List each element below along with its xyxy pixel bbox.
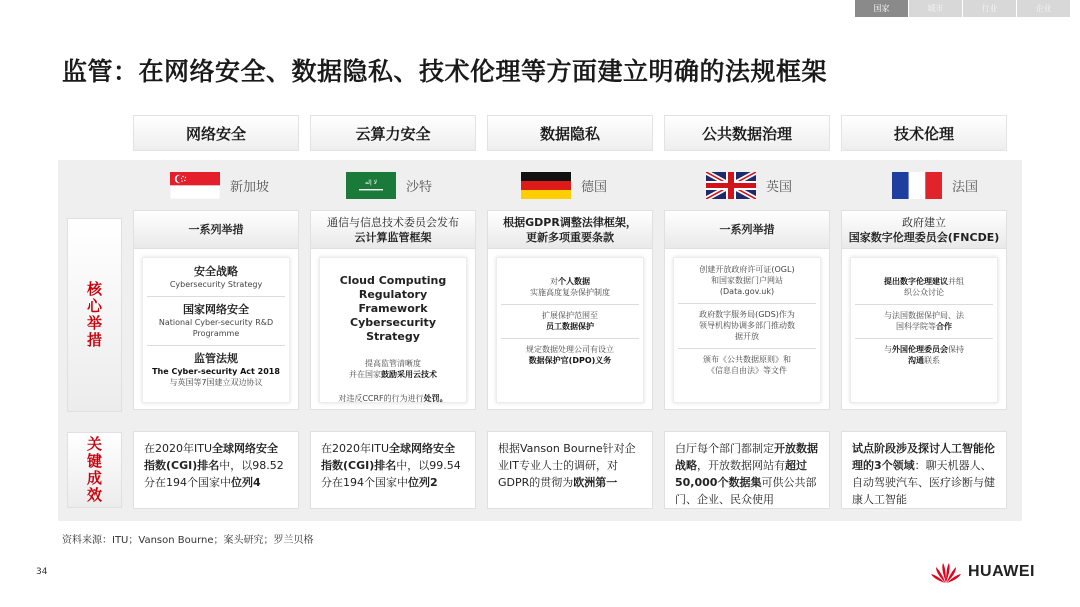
measures-card-saudi [310,210,476,410]
card-header: 通信与信息技术委员会发布 云计算监管框架 [311,211,475,249]
measures-card-france [841,210,1007,410]
card-header: 一系列举措 [134,211,298,249]
measures-card-uk [664,210,830,410]
uk-flag-icon [706,172,756,199]
side-label-core-measures [67,218,122,412]
country-name: 英国 [766,179,793,195]
side-label-text: 核心举措 [85,281,103,349]
measure-dpo: 规定数据处理公司有设立 数据保护官(DPO)义务 [501,338,639,366]
country-name: 德国 [581,179,608,195]
page-number: 34 [36,567,48,577]
measure-gds: 政府数字服务局(GDS)作为 领导机构协调多部门推动数 据开放 [678,303,816,342]
measure-regulation: 监管法规 The Cyber-security Act 2018 与英国等7国建立双边协议 [147,345,285,388]
column-header-data-privacy: 数据隐私 [487,115,653,151]
measure-rd: 国家网络安全 National Cyber-security R&D Programme [147,296,285,339]
svg-text:لا إله: لا إله [364,178,378,186]
side-label-key-results [67,432,122,508]
country-name: 法国 [952,179,979,195]
tab-industry[interactable]: 行业 [963,0,1016,17]
measure-proposals: 提出数字伦理建议并组 织公众讨论 [884,277,964,297]
column-header-tech-ethics: 技术伦理 [841,115,1007,151]
country-name: 新加坡 [230,179,270,195]
result-france: 试点阶段涉及探讨人工智能伦理的3个领域：聊天机器人、自动驾驶汽车、医疗诊断与健康人工智能 [841,431,1007,509]
measure-cooperation: 与法国数据保护局、法 国科学院等合作 [855,304,993,332]
card-body [496,257,644,403]
source-note: 资料来源：ITU；Vanson Bourne；案头研究；罗兰贝格 [62,535,314,546]
measure-employee-data: 扩展保护范围至 员工数据保护 [501,304,639,332]
measure-clarity: 提高监管清晰度 并在国家鼓励采用云技术 [349,359,437,379]
card-header: 政府建立 国家数字伦理委员会(FNCDE) [842,211,1006,249]
logo-text: HUAWEI [968,563,1035,580]
framework-name: Cloud Computing Regulatory Framework Cybersecurity Strategy [339,274,447,343]
france-flag-icon [892,172,942,199]
column-header-cloud-security: 云算力安全 [310,115,476,151]
card-header: 一系列举措 [665,211,829,249]
measure-ogl: 创建开放政府许可证(OGL) 和国家数据门户网站 (Data.gov.uk) [699,265,795,296]
country-name: 沙特 [406,179,433,195]
measure-principles: 颁布《公共数据原则》和 《信息自由法》等文件 [678,348,816,376]
tab-enterprise[interactable]: 企业 [1017,0,1070,17]
huawei-logo [930,560,1035,584]
card-body [850,257,998,403]
country-singapore [170,170,269,200]
result-saudi: 在2020年ITU全球网络安全指数(CGI)排名中，以99.54分在194个国家中位列2 [310,431,476,509]
country-france [892,170,978,200]
result-singapore: 在2020年ITU全球网络安全指数(CGI)排名中，以98.52分在194个国家中位列4 [133,431,299,509]
measure-foreign-committees: 与外国伦理委员会保持 沟通联系 [855,338,993,366]
card-body [319,257,467,403]
country-saudi [346,170,432,200]
result-germany: 根据Vanson Bourne针对企业IT专业人士的调研，对GDPR的贯彻为欧洲第一 [487,431,653,509]
card-header: 根据GDPR调整法律框架， 更新多项重要条款 [488,211,652,249]
country-uk [706,170,792,200]
column-header-cybersecurity: 网络安全 [133,115,299,151]
tab-city[interactable]: 城市 [909,0,962,17]
page-title: 监管：在网络安全、数据隐私、技术伦理等方面建立明确的法规框架 [62,57,828,86]
card-body [142,257,290,403]
country-germany [521,170,607,200]
measures-card-germany [487,210,653,410]
measures-card-singapore [133,210,299,410]
column-header-public-data: 公共数据治理 [664,115,830,151]
measure-personal-data: 对个人数据 实施高度复杂保护制度 [530,277,610,297]
germany-flag-icon [521,172,571,199]
tab-country[interactable]: 国家 [855,0,908,17]
side-label-text: 关键成效 [85,436,103,504]
saudi-flag-icon [346,172,396,199]
measure-penalty: 对违反CCRF的行为进行处罚。 [338,394,448,403]
card-body [673,257,821,403]
top-nav-tabs [854,0,1070,17]
result-uk: 白厅每个部门都制定开放数据战略，开放数据网站有超过50,000个数据集可供公共部门、企业、民众使用 [664,431,830,509]
singapore-flag-icon [170,172,220,199]
measure-strategy: 安全战略 Cybersecurity Strategy [169,265,263,289]
huawei-flower-icon [930,560,962,584]
